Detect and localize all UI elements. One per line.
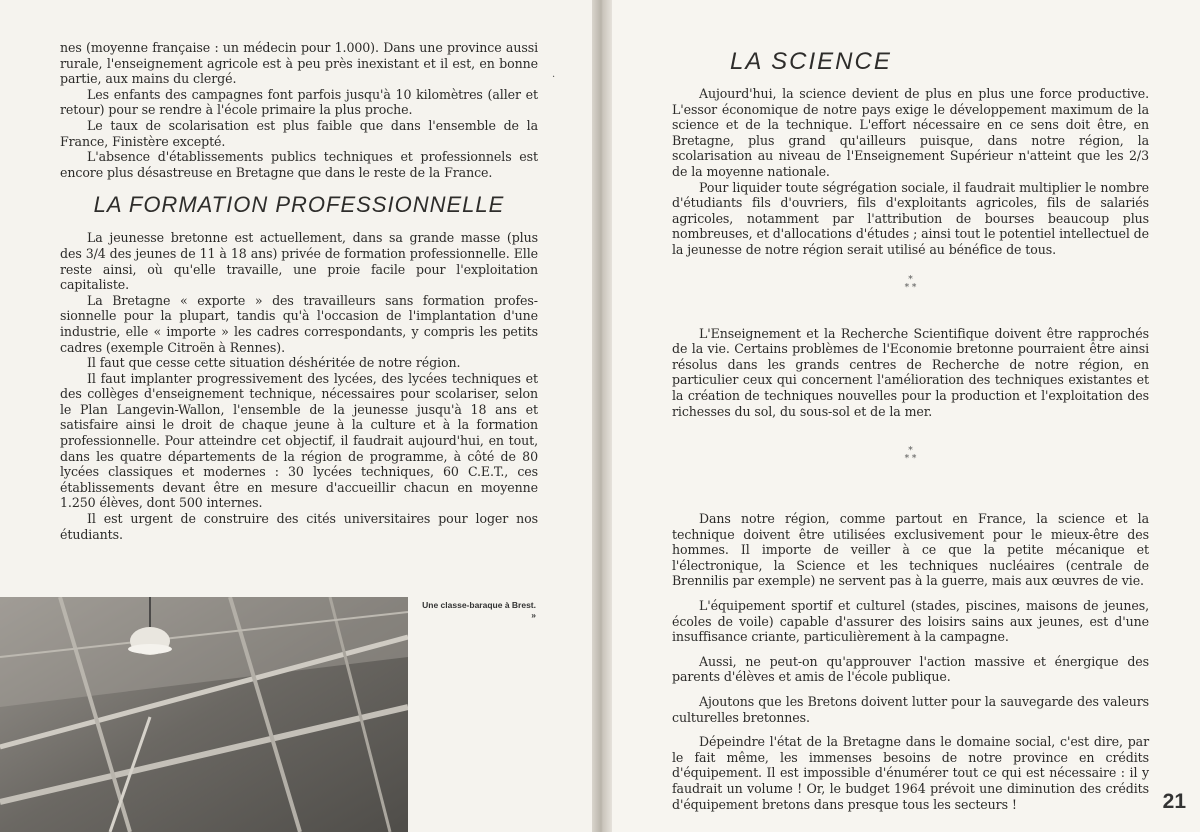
paragraph: La jeunesse bretonne est actuellement, dans sa grande masse (plus des 3/4 des jeunes de 11 à 18 ans) privée de formation professionnelle. Elle reste ainsi, où qu'elle travaille, une proie facile pour l'exploitation capitaliste. — [60, 230, 538, 293]
paragraph: Le taux de scolarisation est plus faible que dans l'ensemble de la France, Finistère excepté. — [60, 117, 538, 149]
paragraph: L'équipement sportif et culturel (stades, piscines, maisons de jeunes, écoles de voile) capable d'assurer des loisirs sains aux jeunes, est d'une insuffisance criante, particulièrement à la campagne. — [672, 598, 1149, 645]
paragraph: Aussi, ne peut-on qu'approuver l'action massive et énergique des parents d'élèves et amis de l'école publique. — [672, 653, 1149, 685]
section-separator-stars: * * * — [904, 446, 917, 465]
right-page — [612, 0, 1200, 832]
paragraph: La Bretagne « exporte » des travailleurs sans formation professionnelle pour la plupart, tandis qu'à l'occasion de l'implantation d'une industrie, elle « importe » les cadres correspondants, y compris les petits cadres (exemple Citroën à Rennes). — [60, 292, 538, 355]
paragraph: L'absence d'établissements publics techniques et professionnels est encore plus désastreuse en Bretagne que dans le reste de la France. — [60, 149, 538, 180]
left-column — [60, 40, 538, 542]
paragraph: Aujourd'hui, la science devient de plus en plus une force productive. L'essor économique de notre pays exige le développement maximum de la science et de la technique. L'effort nécessaire en ce sens doit être, en Bretagne, plus grand qu'ailleurs puisque, dans notre région, la scolarisation au niveau de l'Enseignement Supérieur n'atteint que les 2/3 de la moyenne nationale. — [672, 86, 1149, 179]
section-separator-stars: * * * — [904, 274, 917, 293]
right-column — [672, 48, 1149, 812]
paragraph: Il faut que cesse cette situation déshéritée de notre région. — [87, 355, 461, 371]
paragraph: Les enfants des campagnes font parfois jusqu'à 10 kilomètres (aller et retour) pour se rendre à l'école primaire la plus proche. — [60, 86, 538, 118]
margin-dot: · — [552, 72, 556, 83]
paragraph: Dans notre région, comme partout en France, la science et la technique doivent être utilisées exclusivement pour le mieux-être des hommes. Il importe de veiller à ce que la petite mécanique et l'électronique, la Science et les techniques nucléaires (centrale de Brennilis par exemple) ne servent pas à la guerre, mais aux œuvres de vie. — [672, 511, 1149, 589]
paragraph: Il faut implanter progressivement des lycées, des lycées techniques et des collèges d'enseignement technique, nécessaires pour scolariser, selon le Plan Langevin-Wallon, l'ensemble de la jeunesse jusqu'à 18 ans et satisfaire ainsi le droit de chaque jeune à la culture et à la formation professionnelle. Pour atteindre cet objectif, il faudrait aujourd'hui, en tout, dans les quatre départements de la région de programme, à côté de 80 lycées classiques et modernes : 30 lycées techniques, 60 C.E.T., ces établissements devant être en mesure d'accueillir chacun en moyenne 1.250 élèves, dont 500 internes. — [60, 370, 538, 511]
paragraph: Il est urgent de construire des cités universitaires pour loger nos étudiants. — [60, 511, 538, 542]
page-number: 21 — [1162, 790, 1186, 813]
photo-caption: Une classe-baraque à Brest. » — [422, 600, 536, 620]
section-heading-formation: LA FORMATION PROFESSIONNELLE — [93, 192, 505, 218]
paragraph: Dépeindre l'état de la Bretagne dans le domaine social, c'est dire, par le fait même, les immenses besoins de notre province en crédits d'équipement. Il est impossible d'énumérer tout ce qui est nécessaire : il y faudrait un volume ! Or, le budget 1964 prévoit une diminution des crédits d'équipement bretons dans presque tous les secteurs ! — [672, 734, 1149, 812]
left-page — [0, 0, 592, 832]
section-heading-science: LA SCIENCE — [730, 48, 892, 75]
paragraph: Ajoutons que les Bretons doivent lutter pour la sauvegarde des valeurs culturelles bretonnes. — [672, 694, 1149, 725]
paragraph: nes (moyenne française : un médecin pour 1.000). Dans une province aussi rurale, l'enseignement agricole est à peu près inexistant et il est, en bonne partie, aux mains du clergé. — [60, 40, 538, 87]
paragraph: L'Enseignement et la Recherche Scientifique doivent être rapprochés de la vie. Certains problèmes de l'Economie bretonne pourraient être ainsi résolus dans les grands centres de Recherche de notre région, en particulier ceux qui concernent l'amélioration des techniques existantes et la création de techniques nouvelles pour la production et l'exploitation des richesses du sol, du sous-sol et de la mer. — [672, 325, 1149, 419]
paragraph: Pour liquider toute ségrégation sociale, il faudrait multiplier le nombre d'étudiants fils d'ouvriers, fils d'exploitants agricoles, fils de salariés agricoles, notamment par l'attribution de bourses beaucoup plus nombreuses, et d'allocations d'études ; ainsi tout le potentiel intellectuel de la jeunesse de notre région serait utilisé au bénéfice de tous. — [672, 179, 1149, 257]
book-gutter — [592, 0, 612, 832]
classroom-photo — [0, 597, 408, 832]
